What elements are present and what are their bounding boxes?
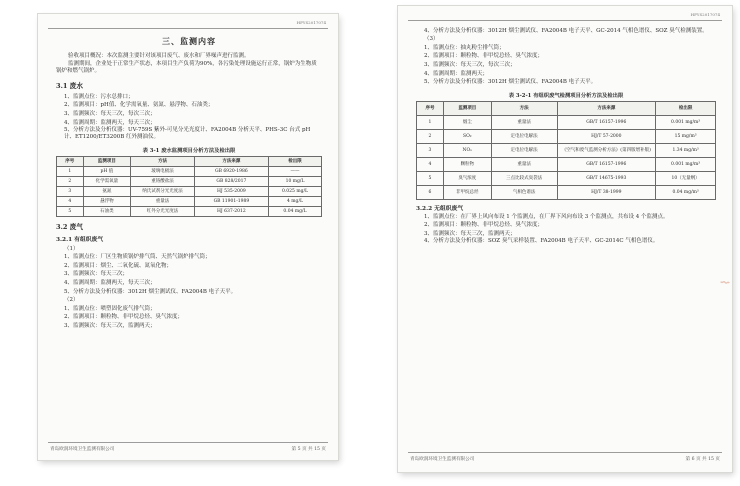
table-row [417,115,716,129]
list-item: 3、监测频次：每天三次，监测两天； [424,230,516,237]
list-item: 1、监测点位：厂区生物质锅炉排气筒、天然气锅炉排气筒； [64,254,211,261]
table-cell: pH 值 [83,166,131,176]
table-cell: 0.001 mg/m³ [656,115,716,129]
table-cell: 0.001 mg/m³ [656,157,716,171]
table-cell: 1 [57,166,84,176]
header-rule [408,20,722,21]
table-cell: GB 828/2017 [194,176,268,186]
table-cell: GB 11901-1989 [194,196,268,206]
table-cell: 悬浮物 [83,196,131,206]
table-header-cell: 检出限 [268,156,321,166]
section-title: 三、监测内容 [162,36,216,46]
intro-paragraph: 验收项目概况：本次监测主要针对该项目废气、废水和厂界噪声进行监测。 [68,53,250,59]
doc-number: HPYS2017074 [690,12,720,17]
table-cell: 石油类 [83,206,131,216]
table-header-cell: 方法来源 [557,101,656,115]
table-row [417,185,716,199]
table-cell: 0.025 mg/L [268,186,321,196]
page-content [416,28,716,245]
heading-exhaust: 3.2 废气 [56,222,83,231]
page-content [56,36,322,331]
footer-page-number: 第 6 页 共 15 页 [685,457,720,462]
doc-number: HPYS2017074 [296,20,326,25]
list-item: 1、监测点位：抽丸粉尘排气筒； [424,44,505,51]
table-cell: 《空气和废气监测分析方法》(第四版增补版) [557,143,656,157]
table-cell: 三点比较式臭袋法 [491,171,557,185]
table-cell: 0.04 mg/L [268,206,321,216]
table-cell: 颗粒物 [443,157,491,171]
intro-paragraph: 监测期间，企业处于正常生产状态，本项目生产负荷为90%，各污染处理设施运行正常，锅炉为生物质锅炉和燃气锅炉。 [56,60,317,75]
table-header-cell: 方法 [491,101,557,115]
table-cell: 2 [57,176,84,186]
table-header-cell: 检出限 [656,101,716,115]
list-item: 4、监测周期：监测两天，每天三次； [64,119,156,126]
footer-page-number: 第 5 页 共 15 页 [291,447,326,452]
table-cell: 氨氮 [83,186,131,196]
footer-rule [48,442,328,443]
footer-rule [408,452,722,453]
table-cell: 定电位电解法 [491,129,557,143]
table-header-cell: 序号 [417,101,444,115]
table-row [57,206,322,216]
list-item: 3、监测频次：每天三次； [64,271,129,278]
table-header-cell: 监测项目 [443,101,491,115]
table-cell: 4 [57,196,84,206]
footer-company: 青岛欧润环境卫生监测有限公司 [410,457,475,462]
table-cell: 重量法 [131,196,195,206]
table-cell: 定电位电解法 [491,143,557,157]
table-cell: HJ 535-2009 [194,186,268,196]
list-item: 2、监测项目：pH值、化学需氧量、氨氮、悬浮物、石油类； [64,102,214,109]
document-page-right [398,6,732,472]
table-row [57,176,322,186]
table-cell: NOₓ [443,143,491,157]
table-row [57,186,322,196]
table-cell: GB 6920-1986 [194,166,268,176]
table-header-row [417,101,716,115]
list-item: 4、分析方法及分析仪器：3012H 烟尘测试仪、FA2004B 电子天平、GC-2014 气相色谱仪、SOZ 臭气检测装置。 [424,28,708,34]
heading-wastewater: 3.1 废水 [56,81,83,90]
table-cell: 重量法 [491,157,557,171]
table-row [57,196,322,206]
table-cell: 化学需氧量 [83,176,131,186]
table-cell: 非甲烷总烃 [443,185,491,199]
list-item: 2、监测项目：颗粒物、非甲烷总烃、臭气浓度； [424,221,544,228]
list-item: 3、监测频次：每天三次，监测两天； [64,322,156,329]
list-item: 4、监测周期：监测两天； [424,70,489,77]
list-item: 2、监测项目：颗粒物、非甲烷总烃、臭气浓度； [64,314,184,321]
table-cell: HJ/T 38-1999 [557,185,656,199]
table-cell: 3 [417,143,444,157]
table-cell: 3 [57,186,84,196]
table-header-cell: 监测项目 [83,156,131,166]
heading-organized-exhaust: 3.2.1 有组织废气 [56,236,104,243]
table-cell: 红外分光光度法 [131,206,195,216]
table-cell: 5 [57,206,84,216]
wastewater-methods-table [56,156,322,217]
table-row [417,143,716,157]
table-row [417,171,716,185]
table-row [57,166,322,176]
header-rule [48,28,328,29]
table-row [417,129,716,143]
table-cell: 1.34 mg/m³ [656,143,716,157]
document-page-left [38,14,338,460]
table-caption: 表 3-1 废水监测项目分析方法及检出限 [142,147,236,154]
list-item: 3、监测频次：每天三次，每次三次； [64,110,156,117]
sub-label: （3） [424,36,439,43]
list-item: 4、监测周期：监测两天，每天三次； [64,279,156,286]
list-item: 1、监测点位：喷塑固化废气排气筒； [64,305,156,312]
table-cell: 4 [417,157,444,171]
list-item: 1、监测点位：污水总排口； [64,93,134,100]
list-item: 4、分析方法及分析仪器：SOZ 臭气采样装置、FA2004B 电子天平、GC-2014C 气相色谱仪。 [424,238,659,245]
heading-unorganized-exhaust: 3.2.2 无组织废气 [416,205,464,212]
sub-label: （1） [64,245,79,252]
exhaust-methods-table [416,101,716,200]
table-cell: 10（无量纲） [656,171,716,185]
table-cell: 5 [417,171,444,185]
list-item: 5、分析方法及分析仪器：UV-759S 紫外-可见分光光度计、FA2004B 分析天平、PHS-3C 台式 pH 计、ET1200/ET3200B 红外测油仪。 [64,127,311,141]
footer-company: 青岛欧润环境卫生监测有限公司 [50,447,115,452]
table-cell: 1 [417,115,444,129]
page-footer [50,446,326,452]
table-cell: 烟尘 [443,115,491,129]
table-header-cell: 方法 [131,156,195,166]
table-cell: 气相色谱法 [491,185,557,199]
table-header-cell: 序号 [57,156,84,166]
table-cell: 10 mg/L [268,176,321,186]
table-caption: 表 3-2-1 有组织废气检测项目分析方法及检出限 [508,92,624,99]
table-cell: 重铬酸盐法 [131,176,195,186]
table-cell: HJ/T 57-2000 [557,129,656,143]
table-cell: 6 [417,185,444,199]
list-item: 3、监测频次：每天三次，每次三次； [424,61,516,68]
table-cell: GB/T 16157-1996 [557,157,656,171]
table-cell: —— [268,166,321,176]
table-cell: GB/T 14675-1993 [557,171,656,185]
faint-stamp-mark: ⌇ [718,278,732,287]
table-cell: 0.04 mg/m³ [656,185,716,199]
table-header-row [57,156,322,166]
table-header-cell: 方法来源 [194,156,268,166]
table-cell: HJ 637-2012 [194,206,268,216]
list-item: 5、分析方法及分析仪器：3012H 烟尘测试仪、FA2004B 电子天平。 [424,79,597,86]
table-cell: 玻璃电极法 [131,166,195,176]
table-cell: 15 mg/m³ [656,129,716,143]
table-cell: 纳氏试剂分光光度法 [131,186,195,196]
table-cell: 重量法 [491,115,557,129]
list-item: 5、分析方法及分析仪器：3012H 烟尘测试仪、FA2004B 电子天平。 [64,288,237,295]
list-item: 2、监测项目：烟尘、二氧化硫、氮氧化物； [64,262,173,269]
page-footer [410,456,720,462]
list-item: 1、监测点位：在厂界上风向布设 1 个监测点，在厂界下风向布设 3 个监测点，共布设 4 个监测点。 [424,213,669,220]
table-cell: 4 mg/L [268,196,321,206]
sub-label: （2） [64,297,79,304]
table-cell: GB/T 16157-1996 [557,115,656,129]
table-cell: 2 [417,129,444,143]
table-row [417,157,716,171]
table-cell: 臭气浓度 [443,171,491,185]
table-cell: SO₂ [443,129,491,143]
list-item: 2、监测项目：颗粒物、非甲烷总烃、臭气浓度； [424,53,544,60]
